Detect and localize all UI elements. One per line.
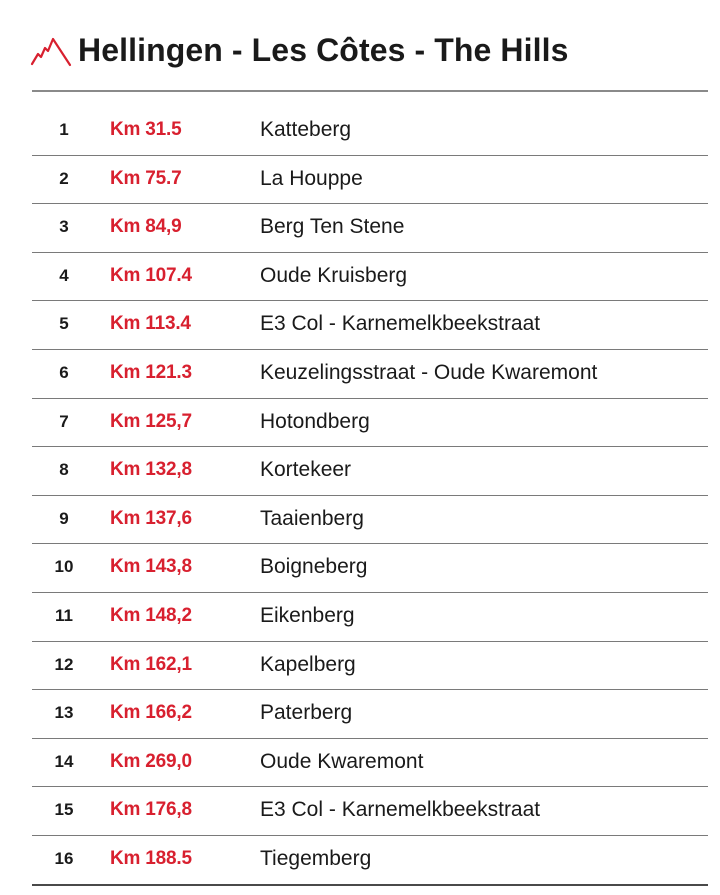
table-row (32, 593, 708, 642)
table-row (32, 836, 708, 886)
hill-name: Oude Kruisberg (260, 263, 408, 287)
hill-number: 12 (54, 654, 74, 674)
table-row (32, 204, 708, 253)
hill-km-marker: Km 121.3 (110, 361, 192, 383)
hill-km-marker: Km 137,6 (110, 507, 192, 529)
hills-table (32, 107, 708, 886)
hill-number: 7 (59, 411, 69, 431)
hill-km-marker: Km 166,2 (110, 702, 192, 724)
hill-km-marker: Km 125,7 (110, 410, 192, 432)
hill-name: Paterberg (260, 701, 353, 725)
hill-number: 3 (59, 217, 69, 237)
hill-km-marker: Km 143,8 (110, 556, 192, 578)
table-row (32, 156, 708, 205)
table-row (32, 739, 708, 788)
hill-km-marker: Km 113.4 (110, 313, 191, 335)
hill-km-marker: Km 162,1 (110, 653, 192, 675)
table-row (32, 787, 708, 836)
table-row (32, 496, 708, 545)
hill-km-marker: Km 75.7 (110, 167, 182, 189)
hill-name: Keuzelingsstraat - Oude Kwaremont (260, 360, 598, 384)
hill-name: Taaienberg (260, 506, 364, 530)
hill-number: 14 (54, 751, 74, 771)
hill-km-marker: Km 269,0 (110, 750, 192, 772)
table-row (32, 350, 708, 399)
hill-name: Katteberg (260, 118, 352, 141)
table-row (32, 690, 708, 739)
hill-number: 8 (59, 460, 69, 480)
table-row (32, 301, 708, 350)
hill-km-marker: Km 148,2 (110, 604, 192, 626)
hill-km-marker: Km 107.4 (110, 264, 192, 286)
table-row (32, 107, 708, 156)
table-row (32, 447, 708, 496)
table-row (32, 399, 708, 448)
hill-number: 11 (55, 605, 73, 625)
hill-km-marker: Km 84,9 (110, 216, 182, 238)
hill-number: 13 (54, 703, 74, 723)
hill-name: Eikenberg (260, 603, 355, 627)
hill-name: Tiegemberg (260, 846, 372, 870)
table-row (32, 253, 708, 302)
hill-name: Berg Ten Stene (260, 215, 405, 239)
hill-profile-icon (30, 34, 72, 68)
hill-number: 5 (59, 314, 69, 334)
title-divider (32, 90, 708, 92)
hill-name: Boigneberg (260, 555, 368, 579)
hill-number: 4 (59, 265, 69, 285)
hill-name: Hotondberg (260, 409, 370, 433)
hill-name: Oude Kwaremont (260, 749, 424, 773)
table-row (32, 544, 708, 593)
hill-number: 15 (54, 800, 74, 820)
hill-number: 1 (59, 120, 69, 139)
hill-km-marker: Km 132,8 (110, 459, 192, 481)
table-row (32, 642, 708, 691)
page-title: Hellingen - Les Côtes - The Hills (78, 31, 569, 68)
hill-number: 16 (54, 848, 74, 868)
hill-number: 10 (54, 557, 74, 577)
hill-km-marker: Km 188.5 (110, 847, 192, 869)
hill-name: E3 Col - Karnemelkbeekstraat (260, 312, 541, 336)
hill-name: La Houppe (260, 166, 363, 190)
hill-number: 9 (59, 508, 69, 528)
hill-name: E3 Col - Karnemelkbeekstraat (260, 798, 541, 822)
hill-number: 2 (59, 168, 69, 188)
hill-number: 6 (59, 362, 69, 382)
page-header (30, 22, 569, 78)
hill-km-marker: Km 31.5 (110, 119, 182, 140)
hill-name: Kapelberg (260, 652, 356, 676)
hill-km-marker: Km 176,8 (110, 799, 192, 821)
hill-name: Kortekeer (260, 458, 352, 482)
